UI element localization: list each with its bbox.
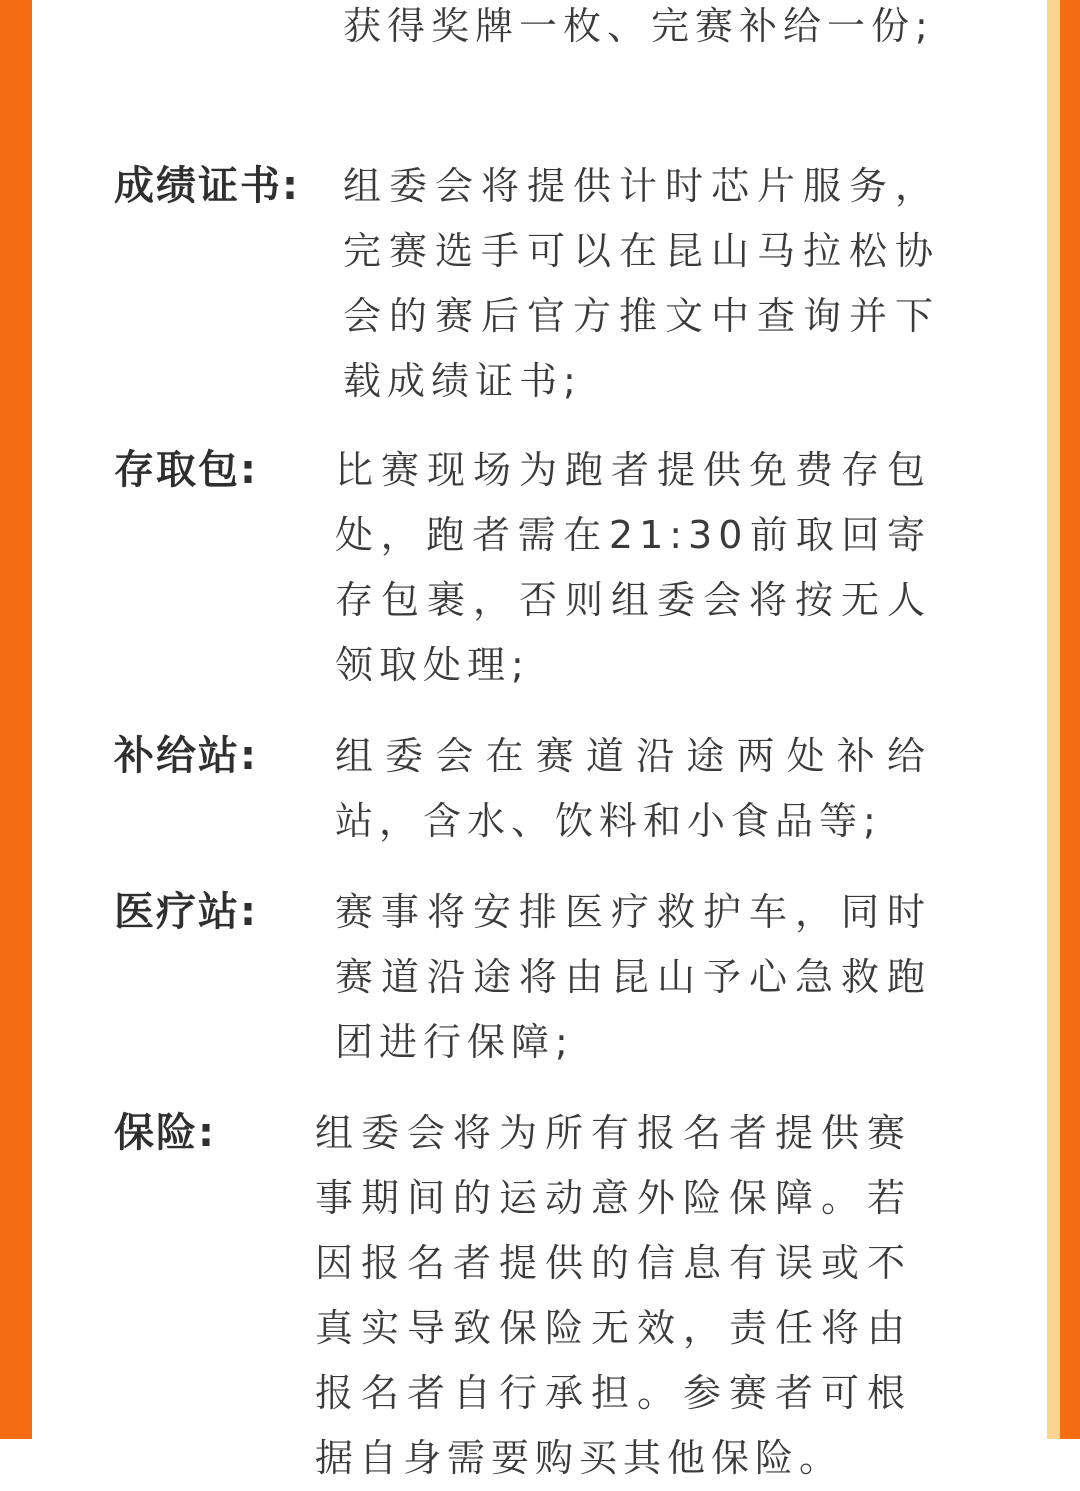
left-orange-border	[0, 0, 32, 1439]
section-text: 组委会将提供计时芯片服务，完赛选手可以在昆山马拉松协会的赛后官方推文中查询并下载成绩证书;	[343, 164, 939, 403]
section-text: 获得奖牌一枚、完赛补给一份;	[343, 4, 934, 48]
right-cream-border	[1047, 0, 1060, 1439]
section-label: 成绩证书:	[114, 163, 300, 209]
section-label: 医疗站:	[114, 889, 258, 935]
section-label: 补给站:	[114, 733, 258, 779]
section-label: 保险:	[114, 1110, 216, 1156]
right-orange-border	[1060, 0, 1080, 1439]
section-text: 赛事将安排医疗救护车，同时赛道沿途将由昆山予心急救跑团进行保障;	[335, 890, 931, 1064]
section-text: 比赛现场为跑者提供免费存包处，跑者需在21:30前取回寄存包裹，否则组委会将按无人领取处理;	[335, 448, 931, 687]
section-label: 存取包:	[114, 447, 258, 493]
section-text: 组委会在赛道沿途两处补给站，含水、饮料和小食品等;	[335, 734, 931, 843]
section-text: 组委会将为所有报名者提供赛事期间的运动意外险保障。若因报名者提供的信息有误或不真实导致保险无效，责任将由报名者自行承担。参赛者可根据自身需要购买其他保险。	[315, 1111, 911, 1480]
